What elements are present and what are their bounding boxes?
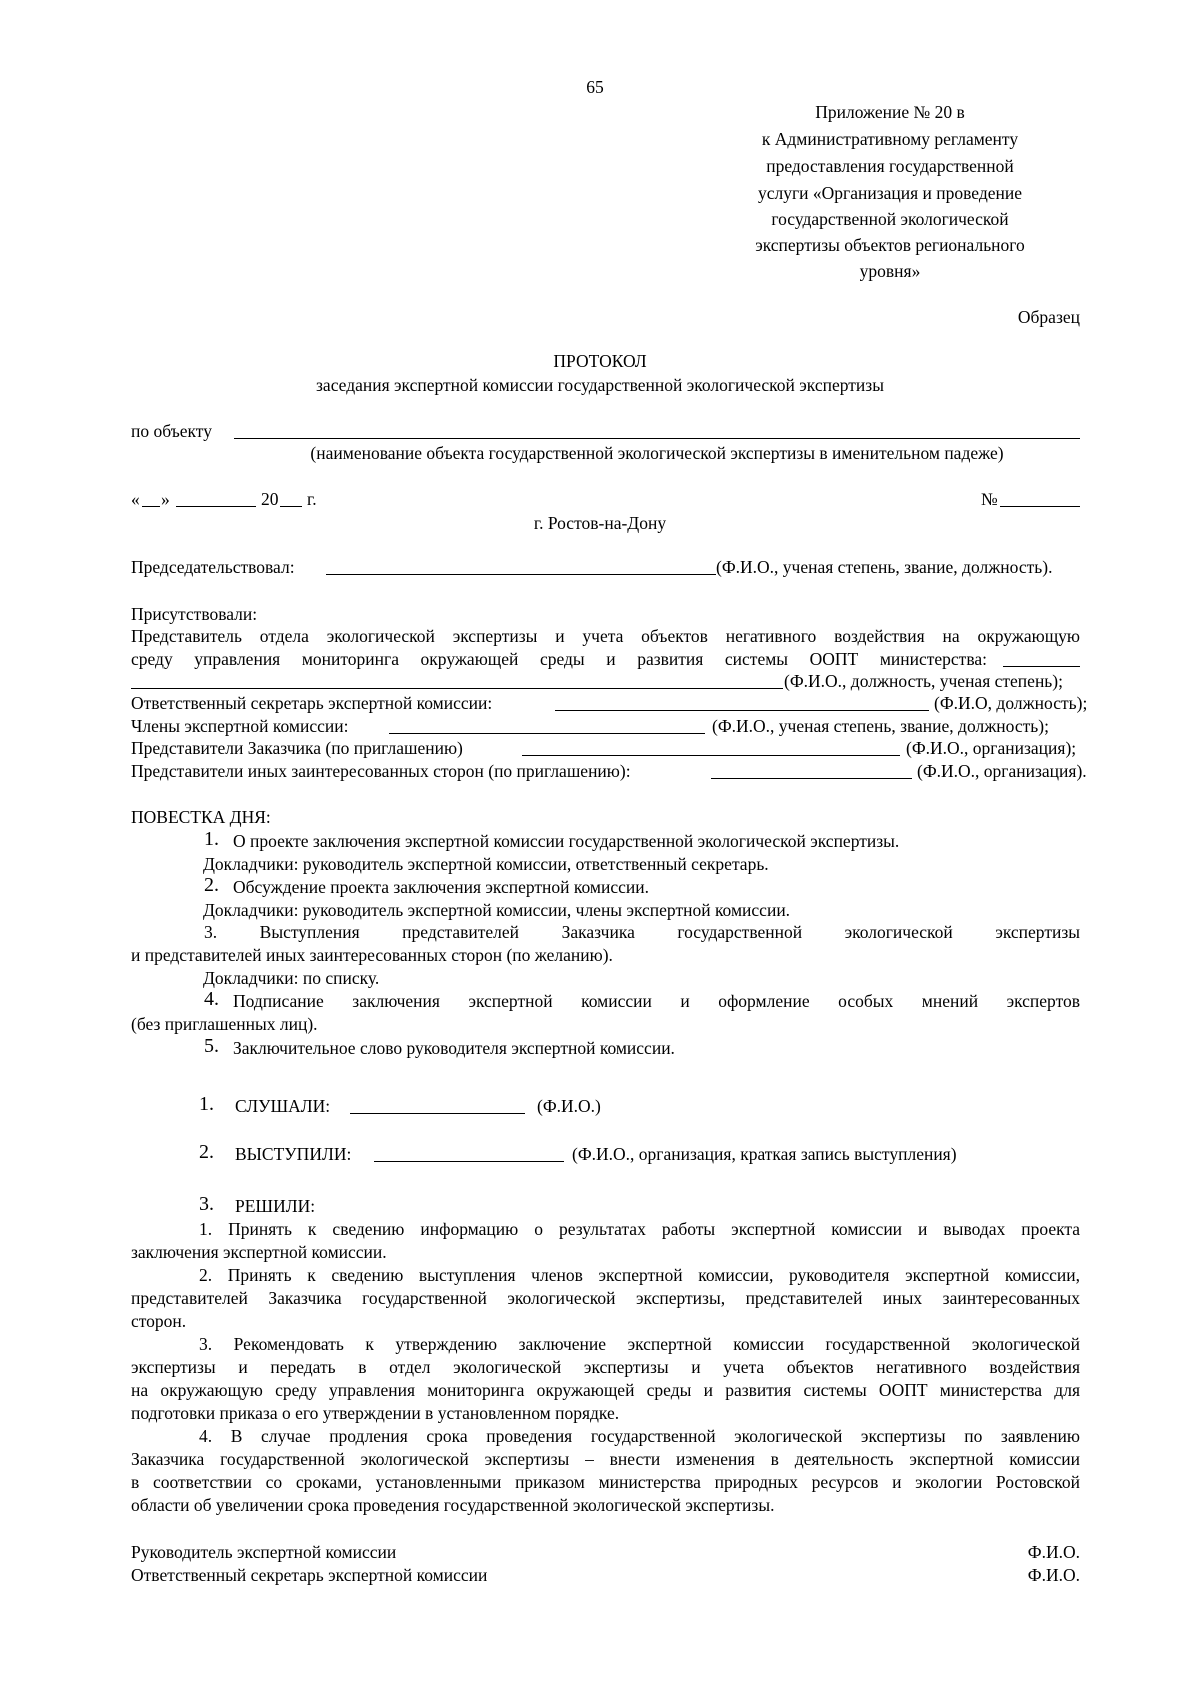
appendix-line: услуги «Организация и проведение	[757, 183, 1023, 203]
representative-line: Представитель отдела экологической экспертизы и учета объектов негативного воздействия на окружающую	[131, 626, 1080, 646]
decision-line: Заказчика государственной экологической экспертизы – внести изменения в деятельность экспертной комиссии	[131, 1449, 1080, 1469]
heard-field[interactable]	[350, 1095, 525, 1114]
appendix-line: Приложение № 20 в	[815, 102, 965, 122]
signature-role: Ответственный секретарь экспертной комиссии	[131, 1565, 488, 1585]
document-title: ПРОТОКОЛ	[553, 351, 647, 371]
number-field[interactable]	[1000, 488, 1080, 507]
date-quote-close: »	[161, 489, 170, 509]
agenda-number: 5.	[204, 1035, 219, 1057]
agenda-number: 1.	[204, 828, 219, 850]
customer-label: Представители Заказчика (по приглашению)	[131, 738, 463, 758]
decision-line: области об увеличении срока проведения государственной экологической экспертизы.	[131, 1495, 775, 1515]
heard-hint: (Ф.И.О.)	[537, 1096, 601, 1116]
agenda-item: О проекте заключения экспертной комиссии государственной экологической экспертизы.	[233, 831, 900, 851]
appendix-line: уровня»	[859, 261, 921, 281]
agenda-item: Обсуждение проекта заключения экспертной комиссии.	[233, 877, 650, 897]
chair-label: Председательствовал:	[131, 557, 295, 577]
agenda-title: ПОВЕСТКА ДНЯ:	[131, 807, 271, 827]
representative-hint: (Ф.И.О., должность, ученая степень);	[784, 671, 1063, 691]
agenda-item: (без приглашенных лиц).	[131, 1014, 318, 1034]
decision-line: 2. Принять к сведению выступления членов экспертной комиссии, руководителя экспертной комиссии,	[199, 1265, 1080, 1285]
decision-line: подготовки приказа о его утверждении в установленном порядке.	[131, 1403, 620, 1423]
representative-line: среду управления мониторинга окружающей среды и развития системы ООПТ министерства:	[131, 649, 987, 669]
agenda-item: Заключительное слово руководителя экспертной комиссии.	[233, 1038, 675, 1058]
members-label: Члены экспертной комиссии:	[131, 716, 349, 736]
object-field[interactable]	[234, 420, 1080, 439]
agenda-item: и представителей иных заинтересованных сторон (по желанию).	[131, 945, 613, 965]
secretary-label: Ответственный секретарь экспертной комиссии:	[131, 693, 493, 713]
representative-field-a[interactable]	[1003, 648, 1080, 667]
others-hint: (Ф.И.О., организация).	[917, 761, 1087, 781]
spoke-field[interactable]	[374, 1143, 564, 1162]
heard-label: СЛУШАЛИ:	[235, 1096, 331, 1116]
customer-hint: (Ф.И.О., организация);	[906, 738, 1077, 758]
decision-line: на окружающую среду управления мониторинга окружающей среды и развития системы ООПТ министерства для	[131, 1380, 1080, 1400]
agenda-speakers: Докладчики: руководитель экспертной комиссии, ответственный секретарь.	[203, 854, 769, 874]
decision-line: 3. Рекомендовать к утверждению заключение экспертной комиссии государственной экологической	[199, 1334, 1080, 1354]
members-field[interactable]	[389, 715, 705, 734]
present-label: Присутствовали:	[131, 604, 258, 624]
chair-hint: (Ф.И.О., ученая степень, звание, должность).	[716, 557, 1053, 577]
year-suffix: г.	[307, 489, 317, 509]
year-prefix: 20	[261, 489, 279, 509]
section-number: 1.	[199, 1093, 214, 1115]
city: г. Ростов-на-Дону	[533, 513, 667, 533]
decision-line: 4. В случае продления срока проведения государственной экологической экспертизы по заявлению	[199, 1426, 1080, 1446]
decision-line: в соответствии со сроками, установленными приказом министерства природных ресурсов и экологии Ростовской	[131, 1472, 1080, 1492]
spoke-hint: (Ф.И.О., организация, краткая запись выступления)	[572, 1144, 957, 1164]
section-number: 2.	[199, 1141, 214, 1163]
document-subtitle: заседания экспертной комиссии государственной экологической экспертизы	[316, 375, 884, 395]
customer-field[interactable]	[522, 737, 900, 756]
decision-line: экспертизы и передать в отдел экологической экспертизы и учета объектов негативного воздействия	[131, 1357, 1080, 1377]
signature-name: Ф.И.О.	[1027, 1542, 1080, 1562]
chair-field[interactable]	[326, 556, 716, 575]
signature-role: Руководитель экспертной комиссии	[131, 1542, 397, 1562]
agenda-item: Подписание заключения экспертной комиссии и оформление особых мнений экспертов	[233, 991, 1080, 1011]
day-field[interactable]	[142, 488, 160, 507]
year-field[interactable]	[280, 488, 302, 507]
object-hint: (наименование объекта государственной экологической экспертизы в именительном падеже)	[310, 443, 1004, 463]
page-number: 65	[586, 77, 604, 97]
agenda-speakers: Докладчики: по списку.	[203, 968, 380, 988]
agenda-number: 2.	[204, 874, 219, 896]
sample-label: Образец	[1017, 307, 1080, 327]
appendix-line: предоставления государственной	[766, 156, 1014, 176]
appendix-line: экспертизы объектов регионального	[755, 235, 1025, 255]
members-hint: (Ф.И.О., ученая степень, звание, должность);	[712, 716, 1049, 736]
section-number: 3.	[199, 1193, 214, 1215]
decided-label: РЕШИЛИ:	[235, 1196, 316, 1216]
appendix-line: к Административному регламенту	[761, 129, 1019, 149]
decision-line: представителей Заказчика государственной экологической экспертизы, представителей иных заинтересованных	[131, 1288, 1080, 1308]
object-label: по объекту	[131, 421, 212, 441]
secretary-hint: (Ф.И.О, должность);	[934, 693, 1088, 713]
decision-line: сторон.	[131, 1311, 187, 1331]
month-field[interactable]	[176, 488, 256, 507]
appendix-line: государственной экологической	[771, 209, 1009, 229]
signature-name: Ф.И.О.	[1027, 1565, 1080, 1585]
others-field[interactable]	[711, 760, 912, 779]
date-quote-open: «	[131, 489, 140, 509]
agenda-speakers: Докладчики: руководитель экспертной комиссии, члены экспертной комиссии.	[203, 900, 791, 920]
representative-field-b[interactable]	[131, 670, 783, 689]
agenda-number: 4.	[204, 988, 219, 1010]
spoke-label: ВЫСТУПИЛИ:	[235, 1144, 352, 1164]
secretary-field[interactable]	[555, 692, 929, 711]
agenda-item: 3. Выступления представителей Заказчика государственной экологической экспертизы	[204, 922, 1080, 942]
decision-line: 1. Принять к сведению информацию о результатах работы экспертной комиссии и выводах проекта	[199, 1219, 1080, 1239]
number-sign: №	[981, 489, 998, 509]
decision-line: заключения экспертной комиссии.	[131, 1242, 387, 1262]
others-label: Представители иных заинтересованных сторон (по приглашению):	[131, 761, 631, 781]
